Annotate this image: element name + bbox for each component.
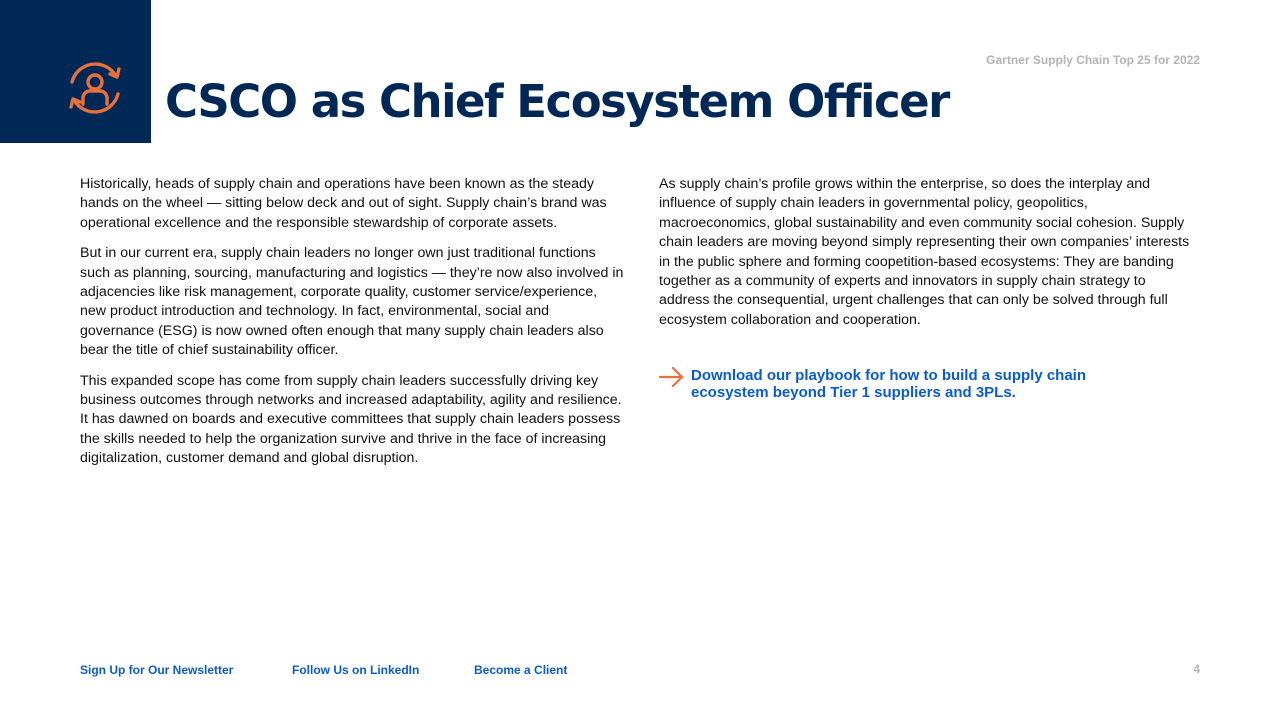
body-paragraph: Historically, heads of supply chain and operations have been known as the steady hands on the wheel — sitting below deck and out of sight. Supply chain’s brand was operational excellence and the responsible stewardship of corporate assets. (80, 176, 607, 231)
body-paragraph: As supply chain’s profile grows within the enterprise, so does the interplay and influence of supply chain leaders in governmental policy, geopolitics, macroeconomics, global sustainability and even community social cohesion. Supply chain leaders are moving beyond simply representing their own companies’ interests in the public sphere and forming coopetition-based ecosystems: They are banding together as a community of experts and innovators in supply chain strategy to address the consequential, urgent challenges that can only be solved through full ecosystem collaboration and cooperation. (659, 176, 1190, 328)
report-subtitle: Gartner Supply Chain Top 25 for 2022 (986, 53, 1200, 67)
logo-block (0, 0, 151, 143)
linkedin-follow-link[interactable]: Follow Us on LinkedIn (292, 663, 420, 677)
arrow-right-icon (659, 366, 685, 388)
newsletter-signup-link[interactable]: Sign Up for Our Newsletter (80, 663, 234, 677)
body-paragraph: This expanded scope has come from supply chain leaders successfully driving key business outcomes through networks and increased adaptability, agility and resilience. It has dawned on boards and executive committees that supply chain leaders possess the skills needed to help the organization survive and thrive in the face of increasing digitalization, customer demand and global disruption. (80, 372, 622, 467)
become-client-link[interactable]: Become a Client (474, 663, 568, 677)
page-title: CSCO as Chief Ecosystem Officer (165, 75, 949, 128)
right-column (659, 175, 1194, 341)
playbook-cta[interactable] (659, 367, 1179, 401)
person-cycle-icon (62, 58, 128, 118)
body-paragraph: But in our current era, supply chain leaders no longer own just traditional functions such as planning, sourcing, manufacturing and logistics — they’re now also involved in adjacencies like risk management, corporate quality, customer service/experience, new product introduction and technology. In fact, environmental, social and governance (ESG) is now owned often enough that many supply chain leaders also bear the title of chief sustainability officer. (80, 245, 624, 359)
left-column (80, 175, 625, 480)
page-number: 4 (1193, 662, 1200, 676)
download-playbook-link[interactable]: Download our playbook for how to build a supply chain ecosystem beyond Tier 1 suppliers and 3PLs. (691, 367, 1087, 401)
